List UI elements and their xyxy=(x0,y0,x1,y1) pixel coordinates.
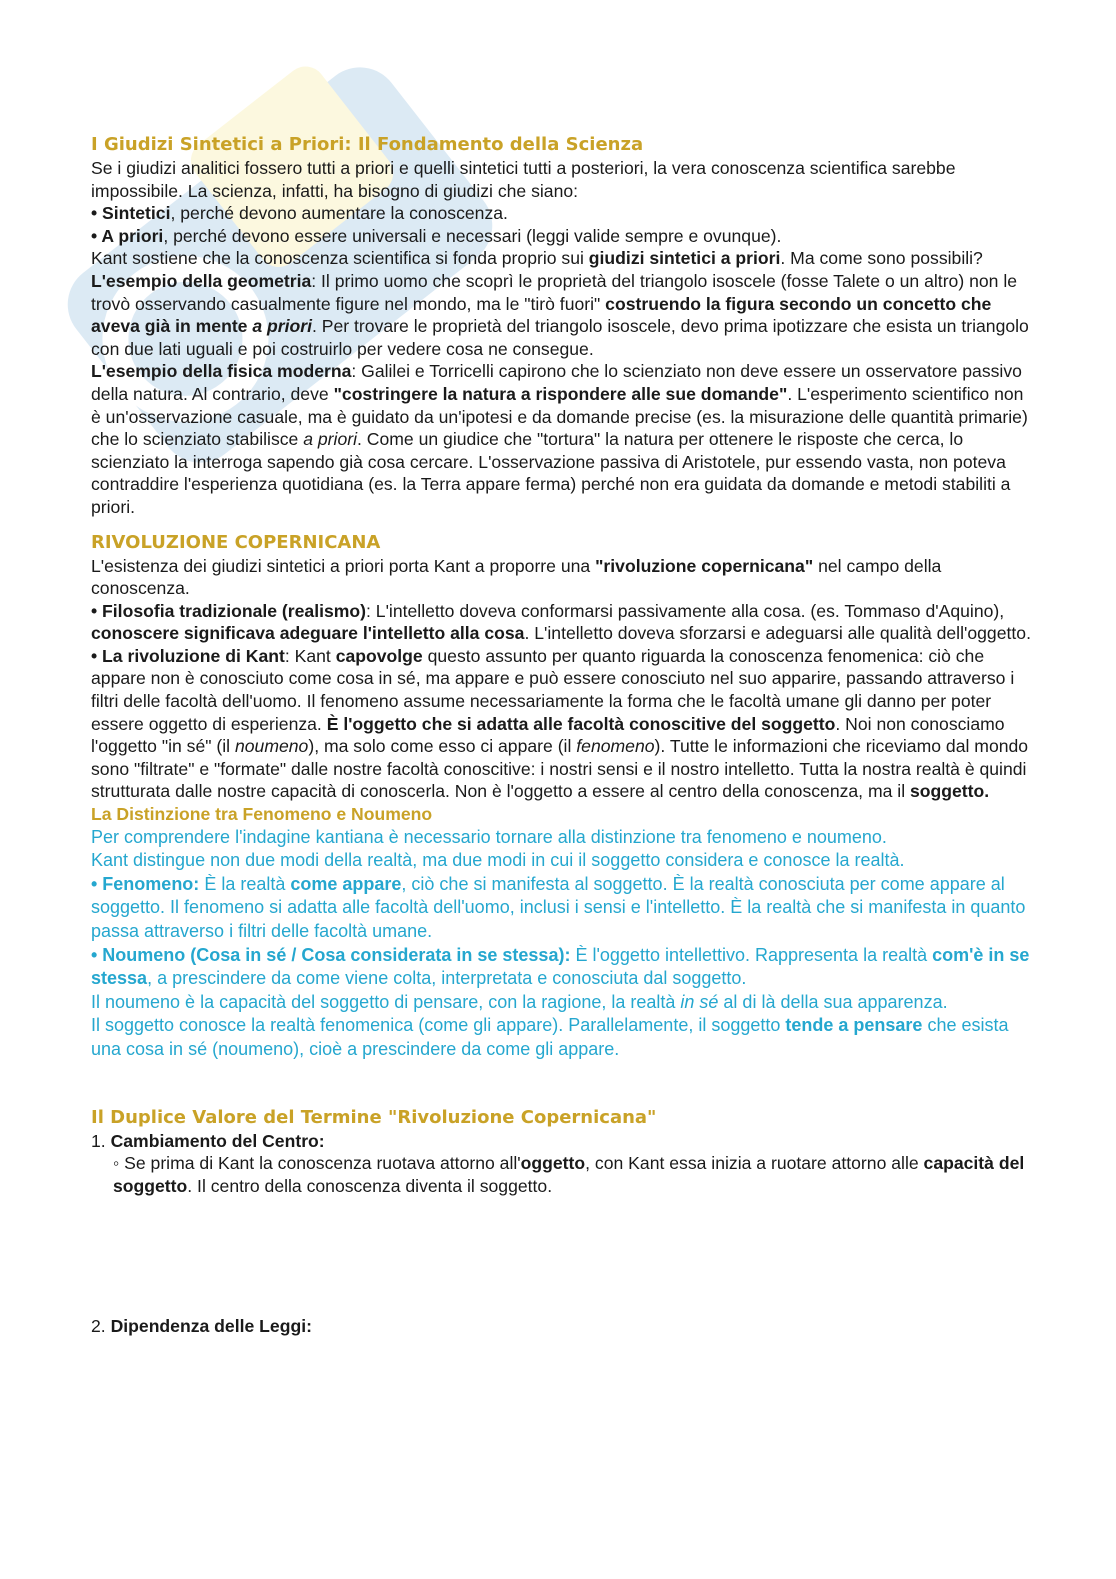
item-number: 2. xyxy=(91,1316,111,1337)
bullet-label: • Noumeno (Cosa in sé / Cosa considerata in se stessa): xyxy=(91,944,571,965)
italic: in sé xyxy=(680,991,719,1012)
emphasis: "costringere la natura a rispondere alle sue domande" xyxy=(333,383,788,404)
section-duplice-valore xyxy=(91,1106,1031,1338)
text: È la realtà xyxy=(199,873,291,894)
text: , a prescindere da come viene colta, interpretata e conosciuta dal soggetto. xyxy=(147,968,747,989)
emphasis: capacità del soggetto xyxy=(113,1153,1025,1196)
numbered-item xyxy=(91,1130,1031,1153)
document-page xyxy=(91,133,1031,1338)
text: ◦ Se prima di Kant la conoscenza ruotava attorno all' xyxy=(113,1153,521,1174)
emphasis: "rivoluzione copernicana" xyxy=(595,555,814,576)
spacer xyxy=(91,1074,1031,1106)
example-label: L'esempio della geometria xyxy=(91,270,312,291)
emphasis-italic: a priori xyxy=(252,316,312,337)
text: Kant sostiene che la conoscenza scientifica si fonda proprio sui xyxy=(91,248,589,269)
bullet-label: • Fenomeno: xyxy=(91,873,200,894)
emphasis: giudizi sintetici a priori xyxy=(588,248,781,269)
text: nel campo della conoscenza. xyxy=(91,555,942,599)
text: È l'oggetto intellettivo. Rappresenta la realtà xyxy=(570,944,933,965)
text: : Kant xyxy=(284,645,336,666)
text: questo assunto per quanto riguarda la conoscenza fenomenica: ciò che appare non è conosciuto come cosa in sé, ma appare e può essere conosciuto nel suo apparire, passando attraverso i filtri delle facoltà dell'uomo. Il fenomeno assume necessariamente la forma che le facoltà umane gli danno per poter essere oggetto di esperienza. xyxy=(91,645,1015,734)
text: : Il primo uomo che scoprì le proprietà del triangolo isoscele (fosse Talete o un altro) non le trovò osservando casualmente figure nel mondo, ma le "tirò fuori" xyxy=(91,270,1018,314)
paragraph-fisica xyxy=(91,360,1031,518)
text: : Galilei e Torricelli capirono che lo scienziato non deve essere un osservatore passivo della natura. Al contrario, deve xyxy=(91,361,1022,404)
bullet-label: • Filosofia tradizionale (realismo) xyxy=(91,600,367,621)
emphasis: costruendo la figura secondo un concetto che aveva già in mente xyxy=(91,293,992,337)
text: . L'esperimento scientifico non è un'osservazione casuale, ma è guidato da un'ipotesi e da domande precise (es. la misurazione delle quantità primarie) che lo scienziato stabilisce xyxy=(91,383,1028,450)
text: . Come un giudice che "tortura" la natura per ottenere le risposte che cerca, lo scienziato la interroga sapendo già cosa cercare. L'osservazione passiva di Aristotele, pur essendo vasta, non poteva contraddire l'esperienza quotidiana (es. la Terra appare ferma) perché non era guidata da domande e metodi stabiliti a priori. xyxy=(91,429,1011,517)
item-label: Dipendenza delle Leggi: xyxy=(110,1316,312,1337)
section-heading: Il Duplice Valore del Termine "Rivoluzione Copernicana" xyxy=(91,1106,657,1128)
paragraph xyxy=(91,1014,1031,1061)
paragraph-geometria xyxy=(91,270,1031,360)
item-number: 1. xyxy=(91,1130,111,1151)
paragraph: Se i giudizi analitici fossero tutti a priori e quelli sintetici tutti a posteriori, la vera conoscenza scientifica sarebbe impossibile. La scienza, infatti, ha bisogno di giudizi che siano: xyxy=(91,158,956,201)
section-fenomeno-noumeno xyxy=(91,803,1031,1062)
bullet-item xyxy=(91,600,1031,645)
paragraph xyxy=(91,555,1031,600)
text: . L'intelletto doveva sforzarsi e adeguarsi alle qualità dell'oggetto. xyxy=(524,623,1031,644)
paragraph xyxy=(91,247,1031,270)
emphasis: conoscere significava adeguare l'intelletto alla cosa xyxy=(91,623,525,644)
text: al di là della sua apparenza. xyxy=(718,991,948,1012)
bullet-item xyxy=(91,225,1031,248)
spacer xyxy=(91,1197,1031,1315)
section-heading: RIVOLUZIONE COPERNICANA xyxy=(91,531,381,553)
text: . Ma come sono possibili? xyxy=(780,248,983,269)
text: L'esistenza dei giudizi sintetici a priori porta Kant a proporre una xyxy=(91,555,596,576)
section-rivoluzione-copernicana xyxy=(91,531,1031,804)
text: . Noi non conosciamo l'oggetto "in sé" (il xyxy=(91,713,1005,757)
bullet-text: , perché devono aumentare la conoscenza. xyxy=(170,203,508,224)
text: che esista una cosa in sé (noumeno), cioè a prescindere da come gli appare. xyxy=(91,1015,1009,1059)
bullet-item-noumeno xyxy=(91,944,1031,991)
bullet-item-fenomeno xyxy=(91,873,1031,944)
sub-item xyxy=(91,1152,1031,1197)
bullet-label: • Sintetici xyxy=(91,203,171,224)
numbered-item xyxy=(91,1315,1031,1338)
paragraph: Per comprendere l'indagine kantiana è necessario tornare alla distinzione tra fenomeno e noumeno. xyxy=(91,826,887,847)
italic: fenomeno xyxy=(576,736,655,757)
text: Il noumeno è la capacità del soggetto di pensare, con la ragione, la realtà xyxy=(91,991,681,1012)
text: Il soggetto conosce la realtà fenomenica (come gli appare). Parallelamente, il soggetto xyxy=(91,1015,786,1036)
emphasis: come appare xyxy=(290,873,402,894)
emphasis: soggetto. xyxy=(910,781,990,802)
italic: a priori xyxy=(303,429,357,450)
section-giudizi-sintetici xyxy=(91,133,1031,519)
text: ). Tutte le informazioni che riceviamo dal mondo sono "filtrate" e "formate" dalle nostre facoltà conoscitive: i nostri sensi e il nostro intelletto. Tutta la nostra realtà è quindi strutturata dalle nostre capacità di conoscerla. Non è l'oggetto a essere al centro della conoscenza, ma il xyxy=(91,736,1029,802)
emphasis: tende a pensare xyxy=(785,1015,923,1036)
bullet-label: • A priori xyxy=(91,225,164,246)
text: , ciò che si manifesta al soggetto. È la realtà conosciuta per come appare al soggetto. Il fenomeno si adatta alle facoltà dell'uomo, inclusi i sensi e l'intelletto. È la realtà che si manifesta in quanto passa attraverso i filtri delle facoltà umane. xyxy=(91,873,1026,941)
paragraph: Kant distingue non due modi della realtà, ma due modi in cui il soggetto considera e conosce la realtà. xyxy=(91,850,905,871)
text: , con Kant essa inizia a ruotare attorno alle xyxy=(585,1153,924,1174)
example-label: L'esempio della fisica moderna xyxy=(91,361,352,382)
emphasis: È l'oggetto che si adatta alle facoltà conoscitive del soggetto xyxy=(326,713,836,734)
section-heading: La Distinzione tra Fenomeno e Noumeno xyxy=(91,804,433,825)
text: . Il centro della conoscenza diventa il soggetto. xyxy=(187,1175,553,1196)
section-heading: I Giudizi Sintetici a Priori: Il Fondamento della Scienza xyxy=(91,134,644,155)
bullet-label: • La rivoluzione di Kant xyxy=(91,645,285,666)
item-label: Cambiamento del Centro: xyxy=(110,1130,325,1151)
text: : L'intelletto doveva conformarsi passivamente alla cosa. (es. Tommaso d'Aquino), xyxy=(366,600,1005,621)
emphasis: capovolge xyxy=(335,645,423,666)
bullet-text: , perché devono essere universali e necessari (leggi valide sempre e ovunque). xyxy=(163,225,782,246)
paragraph xyxy=(91,991,1031,1015)
emphasis: oggetto xyxy=(520,1153,586,1174)
bullet-item xyxy=(91,645,1031,803)
bullet-item xyxy=(91,202,1031,225)
italic: noumeno xyxy=(234,736,309,757)
text: . Per trovare le proprietà del triangolo isoscele, devo prima ipotizzare che esista un triangolo con due lati uguali e poi costruirlo per vedere cosa ne consegue. xyxy=(91,316,1029,359)
emphasis: com'è in se stessa xyxy=(91,944,1030,989)
text: ), ma solo come esso ci appare (il xyxy=(308,736,577,757)
